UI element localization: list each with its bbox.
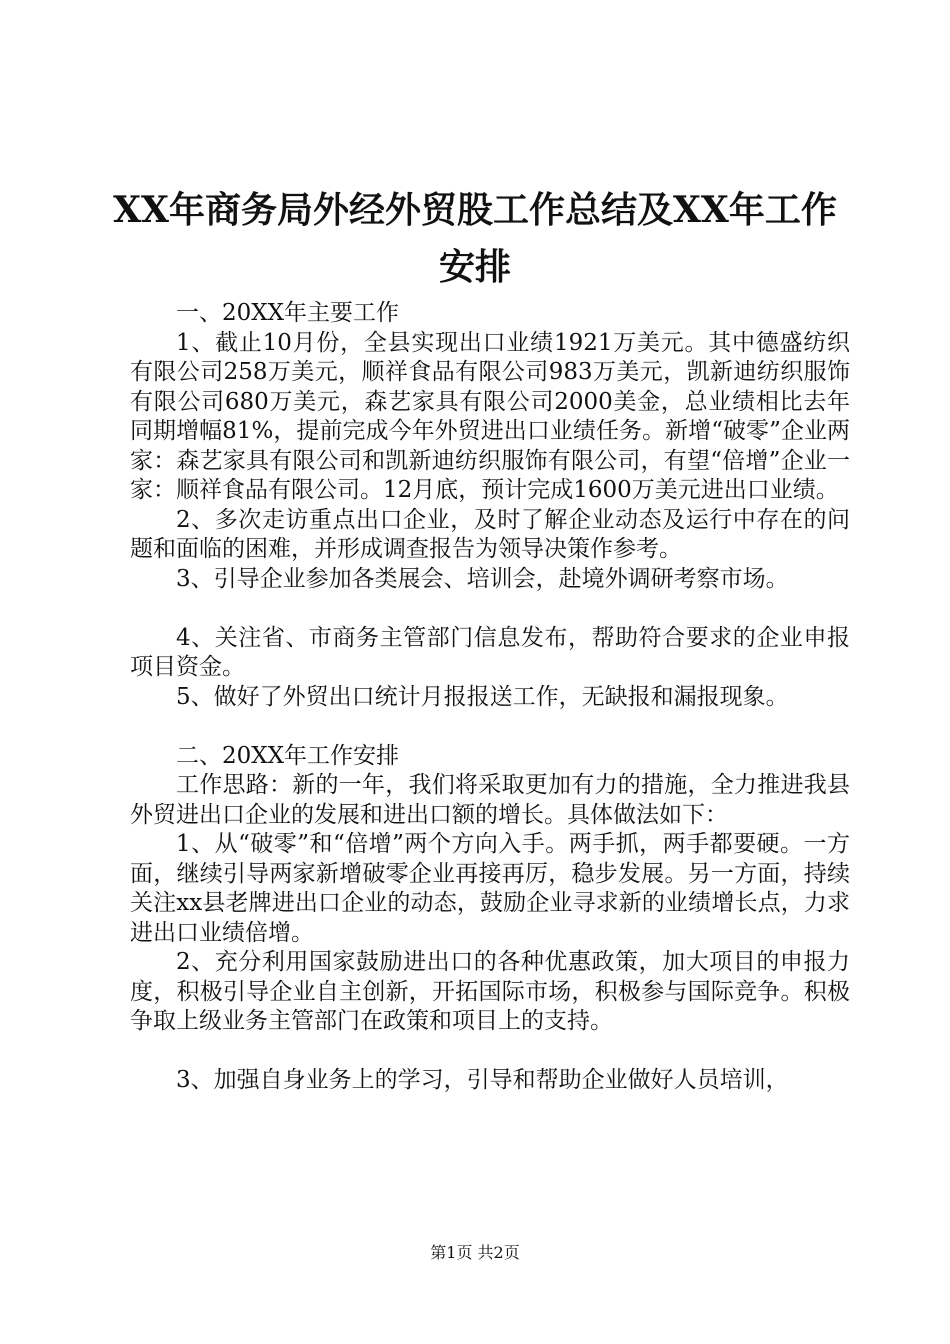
paragraph-1-1: 1、截止10月份，全县实现出口业绩1921万美元。其中德盛纺织有限公司258万美元，顺祥食品有限公司983万美元，凯新迪纺织服饰有限公司680万美元，森艺家具有限公司2000美金，总业绩相比去年同期增幅81%，提前完成今年外贸进出口业绩任务。新增“破零”企业两家：森艺家具有限公司和凯新迪纺织服饰有限公司，有望“倍增”企业一家：顺祥食品有限公司。12月底，预计完成1600万美元进出口业绩。 bbox=[130, 329, 850, 503]
paragraph-1-4: 4、关注省、市商务主管部门信息发布，帮助符合要求的企业申报项目资金。 bbox=[130, 624, 850, 680]
page-number-footer: 第1页 共2页 bbox=[430, 1243, 520, 1262]
document-body bbox=[130, 299, 850, 1096]
paragraph-2-intro: 工作思路：新的一年，我们将采取更加有力的措施，全力推进我县外贸进出口企业的发展和进出口额的增长。具体做法如下： bbox=[130, 772, 850, 828]
paragraph-1-3: 3、引导企业参加各类展会、培训会，赴境外调研考察市场。 bbox=[176, 565, 789, 592]
paragraph-1-2: 2、多次走访重点出口企业，及时了解企业动态及运行中存在的问题和面临的困难，并形成调查报告为领导决策作参考。 bbox=[130, 506, 850, 562]
paragraph-2-2: 2、充分利用国家鼓励进出口的各种优惠政策，加大项目的申报力度，积极引导企业自主创新，开拓国际市场，积极参与国际竞争。积极争取上级业务主管部门在政策和项目上的支持。 bbox=[130, 949, 850, 1034]
section-heading-1: 一、20XX年主要工作 bbox=[176, 300, 400, 326]
section-heading-2: 二、20XX年工作安排 bbox=[176, 742, 400, 769]
paragraph-2-3: 3、加强自身业务上的学习，引导和帮助企业做好人员培训， bbox=[176, 1067, 789, 1093]
paragraph-2-1: 1、从“破零”和“倍增”两个方向入手。两手抓，两手都要硬。一方面，继续引导两家新增破零企业再接再厉，稳步发展。另一方面，持续关注xx县老牌进出口企业的动态，鼓励企业寻求新的业绩增长点，力求进出口业绩倍增。 bbox=[130, 831, 850, 946]
document-title-line-2: 安排 bbox=[438, 246, 511, 288]
document-title-line-1: XX年商务局外经外贸股工作总结及XX年工作 bbox=[113, 189, 837, 231]
paragraph-1-5: 5、做好了外贸出口统计月报报送工作，无缺报和漏报现象。 bbox=[176, 683, 789, 710]
